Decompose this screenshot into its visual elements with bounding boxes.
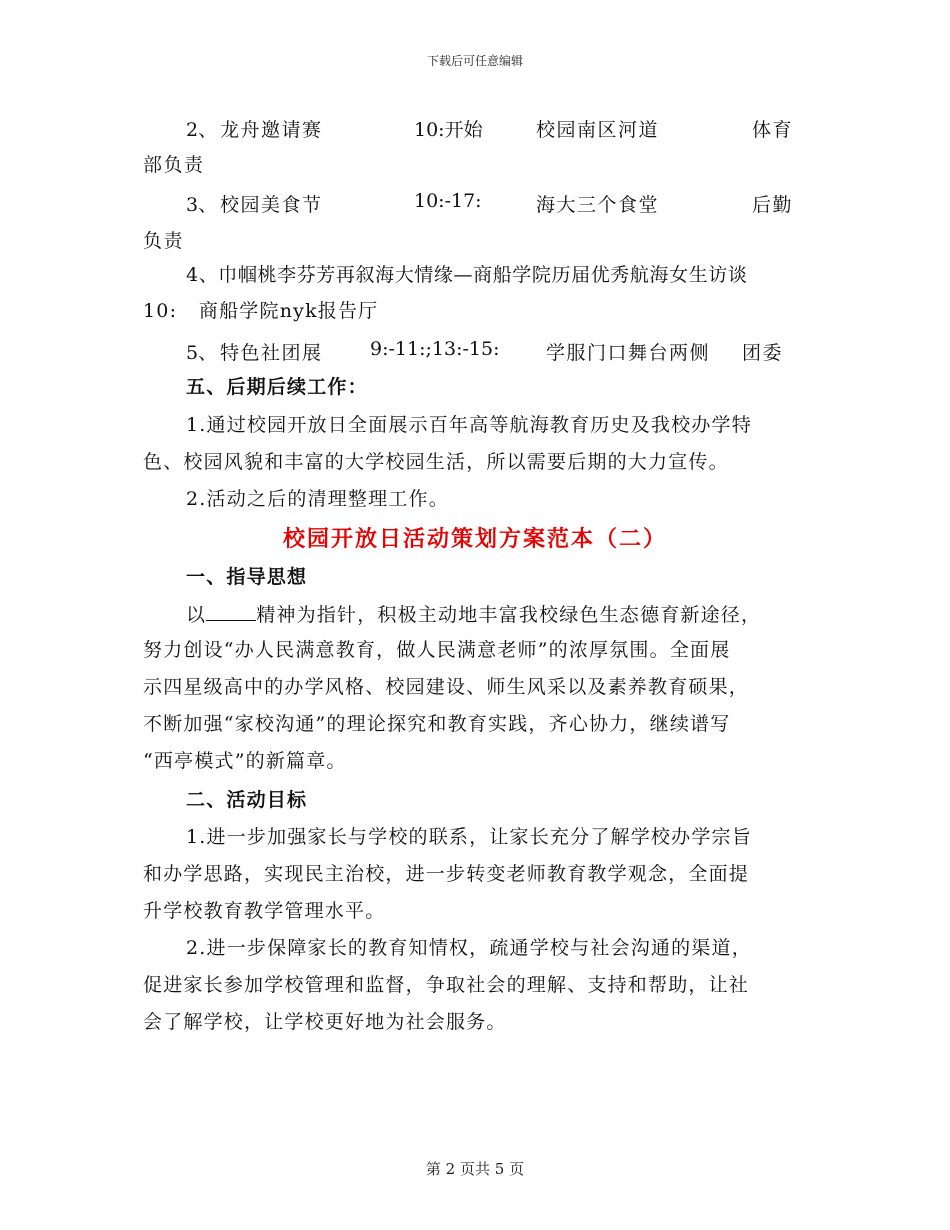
section-1-line-1: [186, 602, 808, 627]
section-2-p1-line-1: 1.进一步加强家长与学校的联系，让家长充分了解学校办学宗旨: [186, 826, 752, 848]
page-header: 下载后可任意编辑: [426, 54, 523, 68]
item-5-name: 特色社团展: [220, 342, 323, 364]
item-2-time: 10:开始: [414, 119, 483, 141]
section-1-line-1-post: 精神为指针，积极主动地丰富我校绿色生态德育新途径，: [256, 604, 762, 626]
fill-in-blank: [206, 602, 256, 621]
document-title: 校园开放日活动策划方案范本（二）: [282, 526, 667, 552]
item-3-place: 海大三个食堂: [536, 194, 660, 216]
section-2-p1-line-2: 和办学思路，实现民主治校，进一步转变老师教育教学观念，全面提: [143, 863, 750, 885]
section-5-p2-line-1: 2.活动之后的清理整理工作。: [186, 488, 449, 510]
section-1-line-5: “西亭模式”的新篇章。: [143, 750, 347, 772]
item-2-name: 龙舟邀请赛: [220, 119, 323, 141]
section-1-line-3: 示四星级高中的办学风格、校园建设、师生风采以及素养教育硕果，: [143, 676, 750, 698]
section-2-p1-line-3: 升学校教育教学管理水平。: [143, 900, 386, 922]
section-1-heading: 一、指导思想: [186, 566, 308, 588]
item-3-dept-cont: 负责: [143, 230, 185, 252]
section-5-heading: 五、后期后续工作：: [186, 376, 368, 398]
section-5-p1-line-1: 1.通过校园开放日全面展示百年高等航海教育历史及我校办学特: [186, 414, 752, 436]
item-4-line-2: 10: 商船学院nyk报告厅: [143, 300, 379, 322]
item-2-dept-cont: 部负责: [143, 154, 205, 176]
item-2-number: 2、: [186, 119, 218, 141]
item-5-number: 5、: [186, 342, 218, 364]
item-3-time: 10:-17:: [414, 190, 482, 212]
item-5-dept: 团委: [742, 342, 784, 364]
section-1-line-4: 不断加强“家校沟通”的理论探究和教育实践，齐心协力，继续谱写: [143, 713, 731, 735]
section-2-p2-line-2: 促进家长参加学校管理和监督，争取社会的理解、支持和帮助，让社: [143, 974, 750, 996]
item-3-dept: 后勤: [752, 194, 794, 216]
item-2-place: 校园南区河道: [536, 119, 660, 141]
page-footer: 第 2 页共 5 页: [425, 1160, 525, 1178]
item-3-number: 3、: [186, 194, 218, 216]
item-4-line-1: 4、巾帼桃李芬芳再叙海大情缘—商船学院历届优秀航海女生访谈: [186, 264, 748, 286]
section-1-line-1-pre: 以: [186, 604, 207, 626]
item-5-time: 9:-11:;13:-15:: [370, 338, 500, 360]
item-5-place: 学服门口舞台两侧: [546, 342, 711, 364]
section-2-p2-line-1: 2.进一步保障家长的教育知情权，疏通学校与社会沟通的渠道，: [186, 937, 752, 959]
section-2-p2-line-3: 会了解学校，让学校更好地为社会服务。: [143, 1011, 507, 1033]
item-2-dept: 体育: [752, 119, 794, 141]
section-5-p1-line-2: 色、校园风貌和丰富的大学校园生活，所以需要后期的大力宣传。: [143, 451, 729, 473]
item-3-name: 校园美食节: [220, 194, 323, 216]
section-1-line-2: 努力创设“办人民满意教育，做人民满意老师”的浓厚氛围。全面展: [143, 639, 731, 661]
section-2-heading: 二、活动目标: [186, 789, 308, 811]
